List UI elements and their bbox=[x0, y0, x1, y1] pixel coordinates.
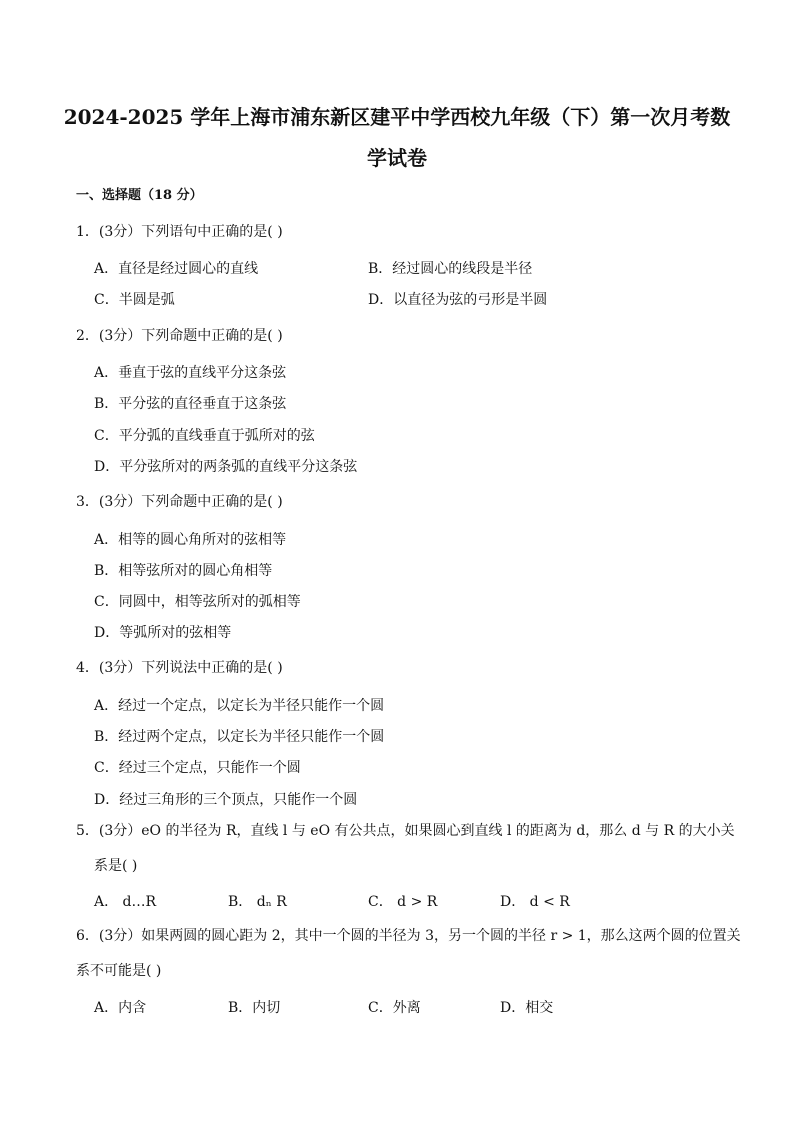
question-3-stem: 3．(3分）下列命题中正确的是( ) bbox=[76, 494, 283, 510]
question-6-option-c: C．外离 bbox=[368, 1000, 421, 1016]
question-3-option-c: C．同圆中，相等弦所对的弧相等 bbox=[94, 594, 301, 610]
page-title-line-1: 2024-2025 学年上海市浦东新区建平中学西校九年级（下）第一次月考数 bbox=[63, 105, 731, 129]
question-3-option-a: A．相等的圆心角所对的弦相等 bbox=[94, 532, 287, 548]
question-4-option-b: B．经过两个定点，以定长为半径只能作一个圆 bbox=[94, 729, 385, 745]
question-6-option-a: A．内含 bbox=[94, 1000, 147, 1016]
question-3-option-b: B．相等弦所对的圆心角相等 bbox=[94, 563, 273, 579]
question-1-option-d: D．以直径为弦的弓形是半圆 bbox=[368, 292, 548, 308]
question-3-option-d: D．等弧所对的弦相等 bbox=[94, 625, 232, 641]
question-6-option-d: D．相交 bbox=[500, 1000, 554, 1016]
page-title-line-2: 学试卷 bbox=[367, 146, 427, 170]
question-1-option-c: C．半圆是弧 bbox=[94, 292, 175, 308]
question-1-option-b: B．经过圆心的线段是半径 bbox=[368, 261, 533, 277]
question-6-stem-line-1: 6．(3分）如果两圆的圆心距为 2，其中一个圆的半径为 3，另一个圆的半径 r > 1，那么这两个圆的位置关 bbox=[76, 928, 741, 944]
question-4-stem: 4．(3分）下列说法中正确的是( ) bbox=[76, 660, 283, 676]
question-5-option-b: B． dₙ R bbox=[228, 894, 287, 910]
question-5-option-a: A． d…R bbox=[94, 894, 157, 910]
question-5-stem-line-2: 系是( ) bbox=[94, 858, 138, 874]
question-5-option-d: D． d < R bbox=[500, 894, 570, 910]
question-2-stem: 2．(3分）下列命题中正确的是( ) bbox=[76, 328, 283, 344]
question-6-stem-line-2: 系不可能是( ) bbox=[76, 963, 162, 979]
question-1-stem: 1．(3分）下列语句中正确的是( ) bbox=[76, 224, 283, 240]
question-2-option-c: C．平分弧的直线垂直于弧所对的弦 bbox=[94, 428, 315, 444]
question-4-option-d: D．经过三角形的三个顶点，只能作一个圆 bbox=[94, 792, 358, 808]
question-2-option-a: A．垂直于弦的直线平分这条弦 bbox=[94, 365, 287, 381]
question-5-stem-line-1: 5．(3分）eO 的半径为 R，直线 l 与 eO 有公共点，如果圆心到直线 l 的距离为 d，那么 d 与 R 的大小关 bbox=[76, 823, 735, 839]
question-4-option-a: A．经过一个定点，以定长为半径只能作一个圆 bbox=[94, 698, 385, 714]
question-5-option-c: C． d > R bbox=[368, 894, 438, 910]
section-heading: 一、选择题（18 分） bbox=[76, 188, 203, 203]
question-1-option-a: A．直径是经过圆心的直线 bbox=[94, 261, 259, 277]
question-2-option-b: B．平分弦的直径垂直于这条弦 bbox=[94, 396, 287, 412]
question-2-option-d: D．平分弦所对的两条弧的直线平分这条弦 bbox=[94, 459, 358, 475]
question-6-option-b: B．内切 bbox=[228, 1000, 281, 1016]
question-4-option-c: C．经过三个定点，只能作一个圆 bbox=[94, 760, 301, 776]
